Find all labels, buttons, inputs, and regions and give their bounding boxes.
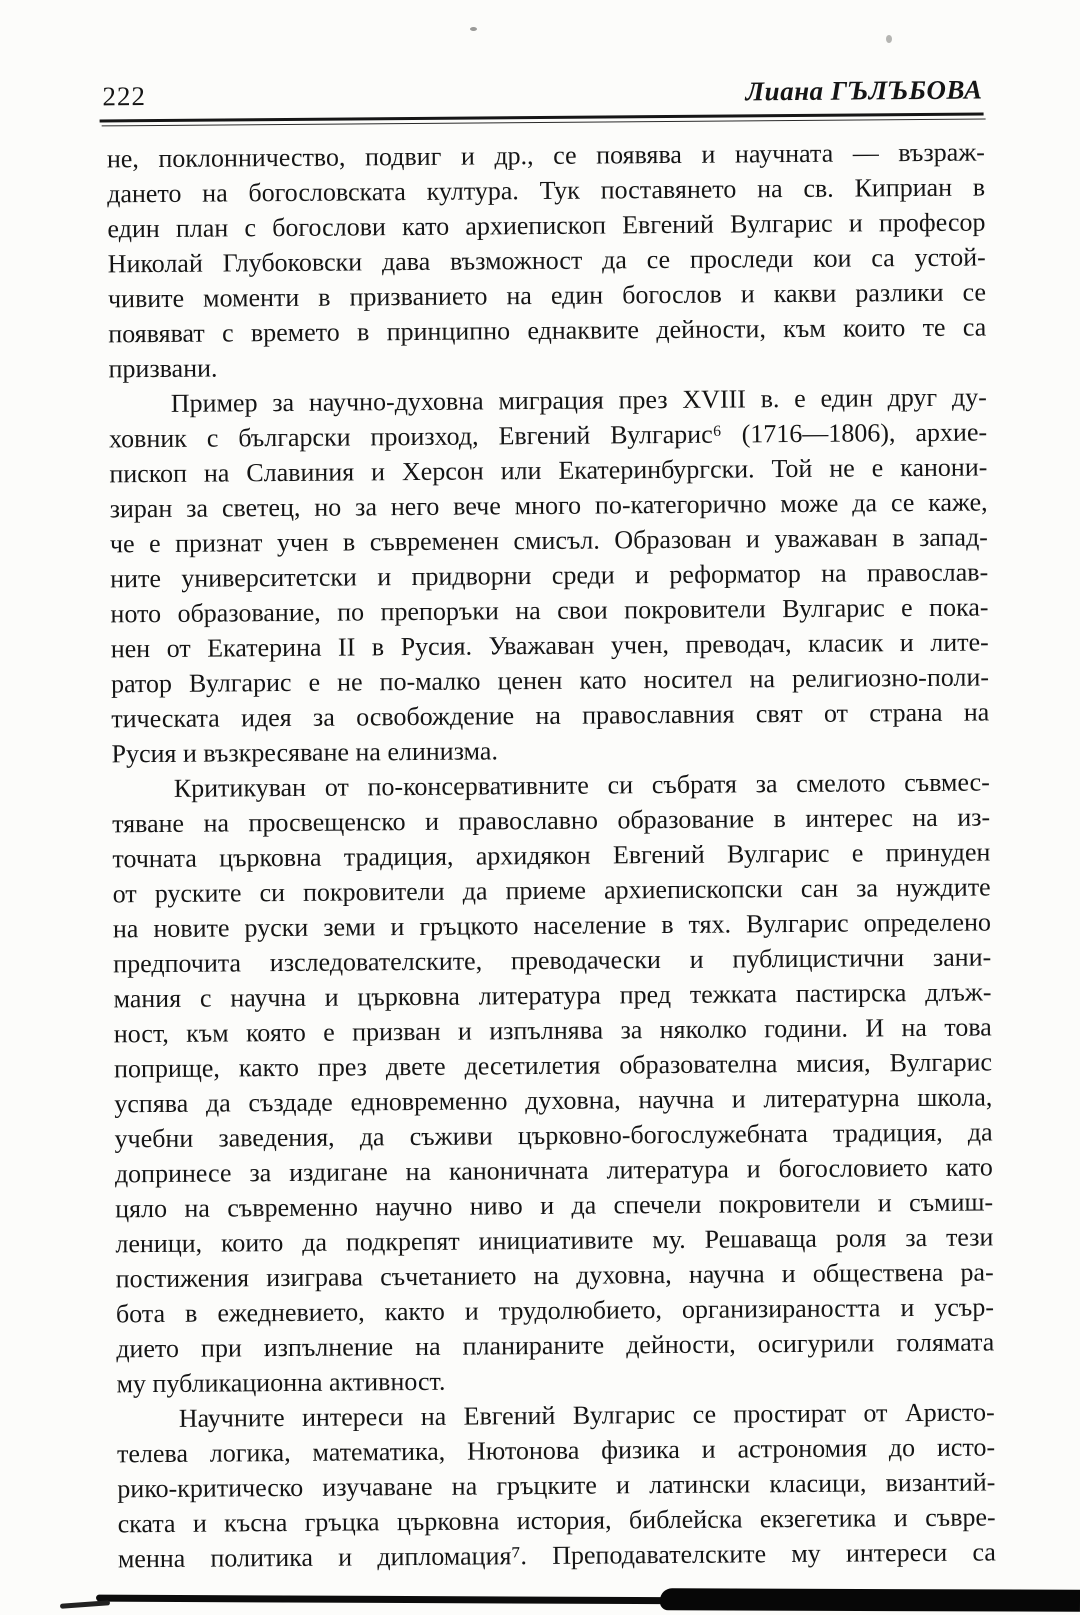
text-line: ност, към която е призван и изпълнява за няколко години. И на това bbox=[113, 1012, 992, 1049]
text-line: ното образование, по препоръки на свои покровители Вулгарис е пока- bbox=[110, 592, 989, 629]
text-line: Русия и възкресяване на елинизма. bbox=[111, 736, 498, 769]
text-line: дието при изпълнение на планираните дейности, осигурили голямата bbox=[116, 1327, 995, 1364]
page-header bbox=[102, 75, 982, 113]
header-rule bbox=[100, 112, 984, 122]
text-line: мания с научна и църковна литература пред тежката пастирска длъж- bbox=[113, 977, 992, 1014]
text-line: цяло на съвременно научно ниво и да спечели покровители и съмиш- bbox=[115, 1187, 994, 1224]
text-line: леници, които да подкрепят инициативите му. Решаваща роля за тези bbox=[115, 1222, 994, 1259]
text-line: тическата идея за освобождение на православния свят от страна на bbox=[111, 697, 990, 734]
text-line: телева логика, математика, Нютонова физика и астрономия до исто- bbox=[116, 1432, 996, 1469]
text-line: ховник с български произход, Евгений Вулгарис⁶ (1716—1806), архие- bbox=[108, 417, 988, 454]
text-line: че е признат учен в съвременен смисъл. Образован и уважаван в запад- bbox=[109, 522, 989, 559]
paragraph bbox=[109, 379, 990, 771]
text-line: предпочита изследователските, преводачески и публицистични зани- bbox=[113, 942, 992, 979]
text-line: Научните интереси на Евгений Вулгарис се простират от Аристо- bbox=[178, 1397, 995, 1433]
body-text bbox=[107, 134, 996, 1576]
text-line: чивите моменти в призванието на един богослов и какви разлики се bbox=[107, 277, 987, 314]
text-line: ската и късна гръцка църковна история, библейска екзегетика и съвре- bbox=[117, 1502, 996, 1539]
text-line: ратор Вулгарис е не по-малко ценен като носител на религиозно-поли- bbox=[110, 662, 990, 699]
header-author: Лиана ГЪЛЪБОВА bbox=[745, 74, 983, 107]
text-line: Николай Глубоковски дава възможност да се проследи кои са устой- bbox=[107, 242, 986, 279]
text-line: дането на богословската култура. Тук поставянето на св. Киприан в bbox=[107, 172, 986, 209]
text-line: нен от Екатерина II в Русия. Уважаван учен, преводач, класик и лите- bbox=[110, 627, 989, 664]
text-line: постижения изиграва съчетанието на духовна, научна и обществена ра- bbox=[115, 1257, 994, 1294]
page-number: 222 bbox=[102, 81, 147, 112]
text-line: поприще, както през двете десетилетия образователна мисия, Вулгарис bbox=[113, 1047, 993, 1084]
text-line: тяване на просвещенско и православно образование в интерес на из- bbox=[112, 802, 991, 839]
text-line: от руските си покровители да приеме архиепископски сан за нуждите bbox=[112, 872, 991, 909]
text-line: един план с богослови като архиепископ Евгений Вулгарис и професор bbox=[107, 207, 986, 244]
text-line: ните университетски и придворни среди и реформатор на православ- bbox=[110, 557, 989, 594]
text-line: призвани. bbox=[108, 353, 218, 384]
text-line: успява да създаде едновременно духовна, научна и литературна школа, bbox=[114, 1082, 993, 1119]
text-line: пископ на Славиния и Херсон или Екатеринбургски. Той не е канони- bbox=[109, 452, 988, 489]
paragraph bbox=[117, 1394, 996, 1576]
paragraph bbox=[107, 134, 987, 386]
text-line: точната църковна традиция, архидякон Евгений Вулгарис е принуден bbox=[112, 837, 991, 874]
text-line: на новите руски земи и гръцкото население в тях. Вулгарис определено bbox=[112, 907, 992, 944]
text-line: му публикационна активност. bbox=[116, 1366, 446, 1399]
text-line: появяват с времето в принципно еднаквите дейности, към които те са bbox=[108, 312, 987, 349]
text-line: Критикуван от по-консервативните си събратя за смелото съвмес- bbox=[173, 767, 990, 803]
text-line: не, поклонничество, подвиг и др., се появява и научната — възраж- bbox=[106, 137, 985, 174]
text-line: бота в ежедневието, както и трудолюбието, организираността и усър- bbox=[115, 1292, 995, 1329]
text-line: рико-критическо изучаване на гръцките и латински класици, византий- bbox=[117, 1467, 996, 1504]
text-line: зиран за светец, но за него вече много по-категорично може да се каже, bbox=[109, 487, 988, 524]
text-line: менна политика и дипломация⁷. Преподавателските му интереси са bbox=[117, 1537, 996, 1574]
paragraph bbox=[112, 764, 995, 1401]
text-line: Пример за научно-духовна миграция през XVIII в. е един друг ду- bbox=[170, 382, 987, 418]
text-line: допринесе за издигане на каноничната литература и богословието като bbox=[114, 1152, 993, 1189]
text-line: учебни заведения, да съживи църковно-богослужебната традиция, да bbox=[114, 1117, 993, 1154]
